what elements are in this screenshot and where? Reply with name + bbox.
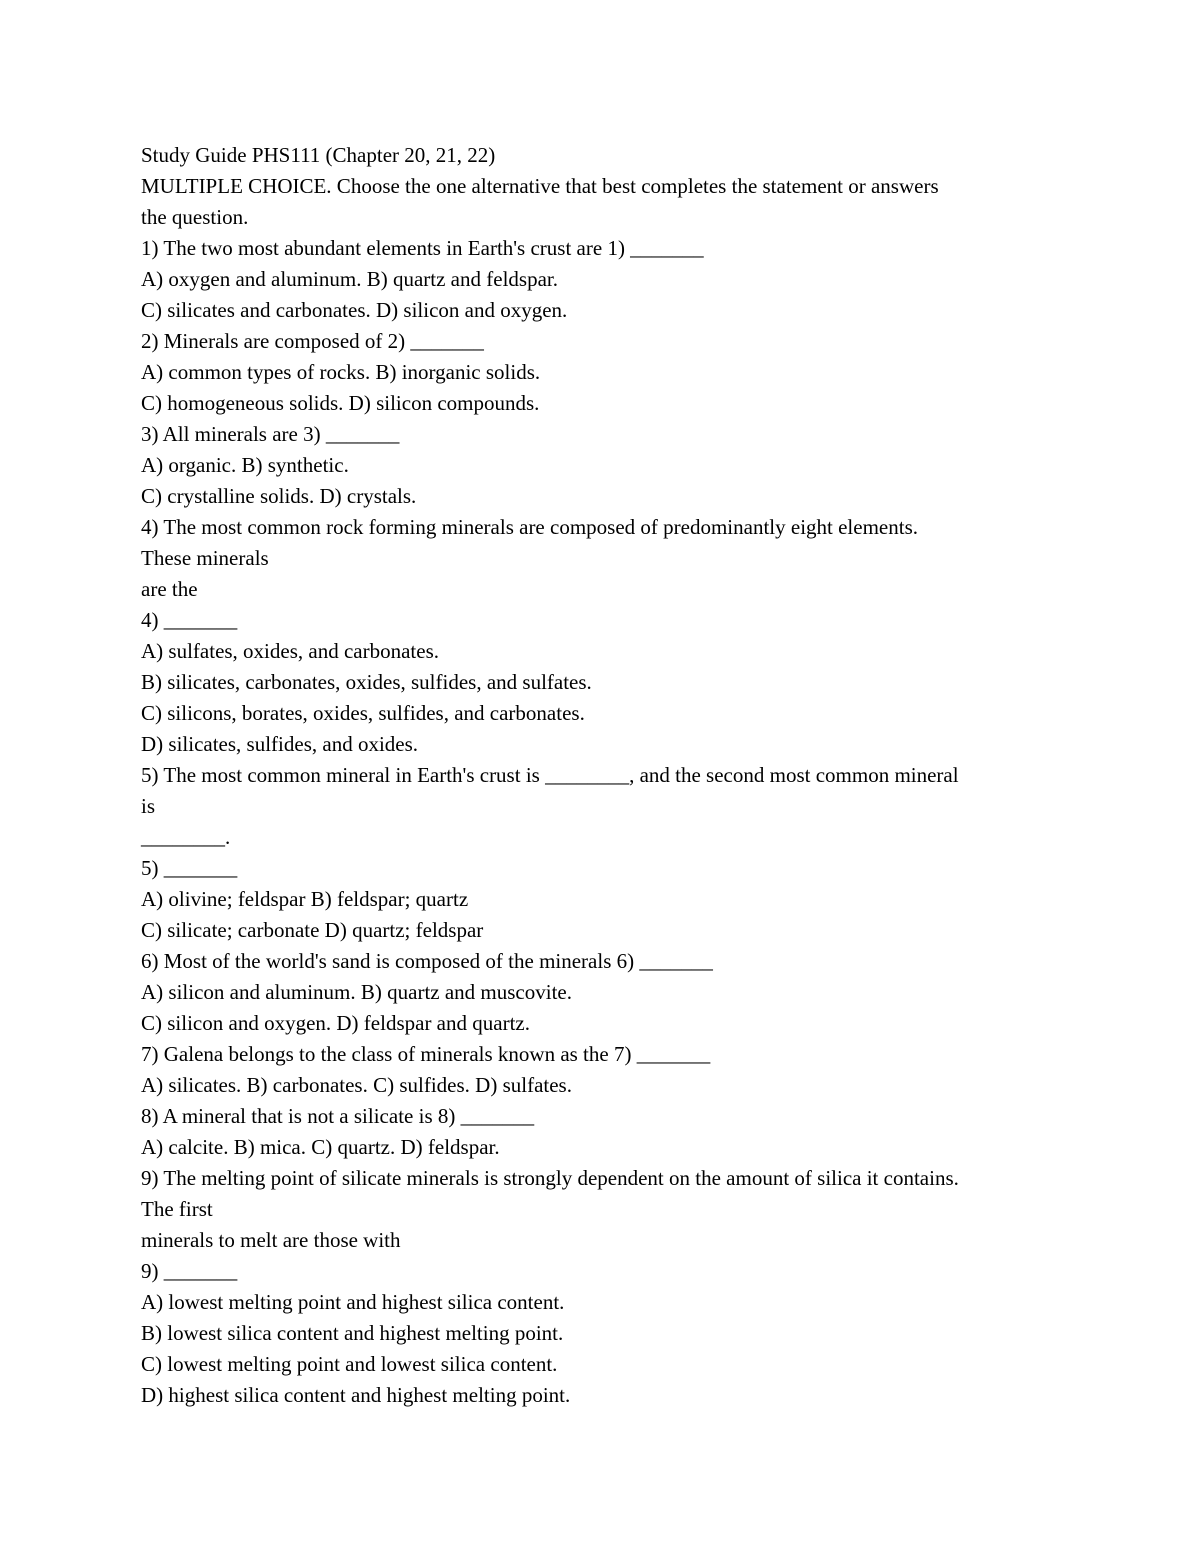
question-9-option-a: A) lowest melting point and highest silica content. [141, 1290, 565, 1314]
question-4: 4) The most common rock forming minerals are composed of predominantly eight elements. [141, 515, 918, 539]
question-2-options: A) common types of rocks. B) inorganic solids. [141, 360, 541, 384]
question-5: 5) The most common mineral in Earth's crust is ________, and the second most common mineral [141, 763, 959, 787]
question-5-options: A) olivine; feldspar B) feldspar; quartz [141, 887, 469, 911]
question-4: are the [141, 577, 198, 601]
instructions-line: the question. [141, 205, 249, 229]
question-3-options: C) crystalline solids. D) crystals. [141, 484, 417, 508]
question-4-blank: 4) _______ [141, 608, 238, 632]
question-8: 8) A mineral that is not a silicate is 8) _______ [141, 1104, 535, 1128]
study-guide-text [141, 140, 1081, 1411]
question-1-options: A) oxygen and aluminum. B) quartz and feldspar. [141, 267, 558, 291]
document-title: Study Guide PHS111 (Chapter 20, 21, 22) [141, 143, 496, 167]
instructions-line: MULTIPLE CHOICE. Choose the one alternative that best completes the statement or answers [141, 174, 939, 198]
question-4-option-a: A) sulfates, oxides, and carbonates. [141, 639, 439, 663]
question-2: 2) Minerals are composed of 2) _______ [141, 329, 484, 353]
question-6-options: C) silicon and oxygen. D) feldspar and quartz. [141, 1011, 530, 1035]
question-9: 9) The melting point of silicate minerals is strongly dependent on the amount of silica it contains. [141, 1166, 959, 1190]
question-8-options: A) calcite. B) mica. C) quartz. D) feldspar. [141, 1135, 500, 1159]
question-9: The first [141, 1197, 213, 1221]
question-7: 7) Galena belongs to the class of minerals known as the 7) _______ [141, 1042, 711, 1066]
question-5-blank: 5) _______ [141, 856, 238, 880]
question-9-option-d: D) highest silica content and highest melting point. [141, 1383, 571, 1407]
question-4-option-d: D) silicates, sulfides, and oxides. [141, 732, 419, 756]
question-9: minerals to melt are those with [141, 1228, 401, 1252]
question-3: 3) All minerals are 3) _______ [141, 422, 400, 446]
question-6-options: A) silicon and aluminum. B) quartz and muscovite. [141, 980, 572, 1004]
question-5: ________. [141, 825, 231, 849]
question-3-options: A) organic. B) synthetic. [141, 453, 349, 477]
question-4-option-c: C) silicons, borates, oxides, sulfides, and carbonates. [141, 701, 585, 725]
question-9-option-c: C) lowest melting point and lowest silica content. [141, 1352, 558, 1376]
question-1-options: C) silicates and carbonates. D) silicon and oxygen. [141, 298, 568, 322]
question-4-option-b: B) silicates, carbonates, oxides, sulfides, and sulfates. [141, 670, 592, 694]
question-1: 1) The two most abundant elements in Earth's crust are 1) _______ [141, 236, 704, 260]
question-5: is [141, 794, 156, 818]
question-5-options: C) silicate; carbonate D) quartz; feldspar [141, 918, 484, 942]
question-9-blank: 9) _______ [141, 1259, 238, 1283]
question-7-options: A) silicates. B) carbonates. C) sulfides. D) sulfates. [141, 1073, 572, 1097]
question-6: 6) Most of the world's sand is composed of the minerals 6) _______ [141, 949, 713, 973]
question-2-options: C) homogeneous solids. D) silicon compounds. [141, 391, 540, 415]
question-4: These minerals [141, 546, 269, 570]
question-9-option-b: B) lowest silica content and highest melting point. [141, 1321, 564, 1345]
